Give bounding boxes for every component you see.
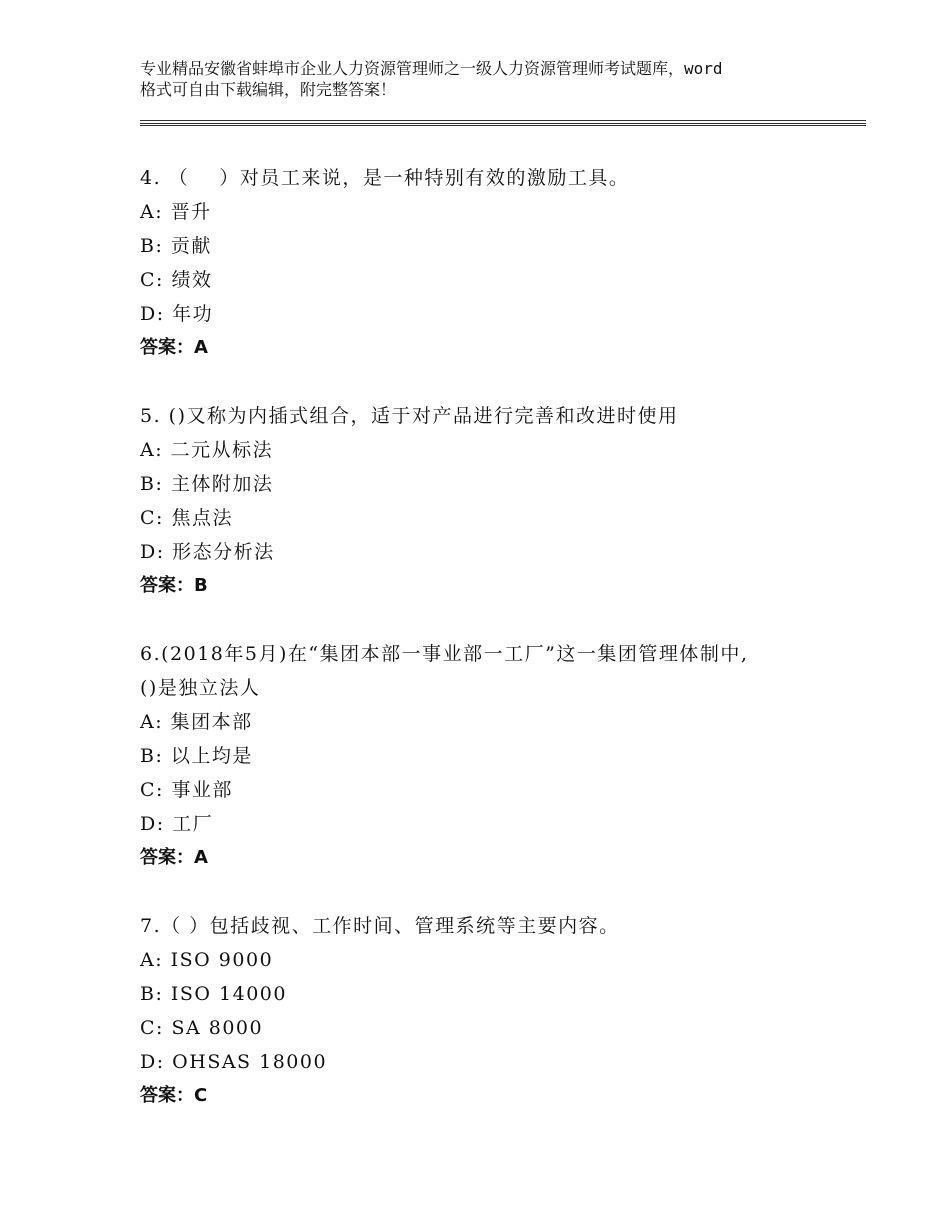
answer-label: 答案：C	[140, 1085, 208, 1106]
header-divider	[140, 125, 866, 126]
question-5	[140, 399, 840, 603]
option-a: A: ISO 9000	[140, 949, 274, 971]
answer-label: 答案：A	[140, 337, 208, 358]
option-b: B: ISO 14000	[140, 983, 287, 1005]
option-c: C: 焦点法	[140, 507, 233, 529]
question-stem: 6.(2018年5月)在“集团本部一事业部一工厂”这一集团管理体制中,	[140, 643, 749, 665]
header-divider	[140, 120, 866, 121]
question-4	[140, 161, 840, 365]
option-b: B: 主体附加法	[140, 473, 274, 495]
option-a: A: 晋升	[140, 201, 212, 223]
header-line-1: 专业精品安徽省蚌埠市企业人力资源管理师之一级人力资源管理师考试题库，word	[140, 59, 723, 78]
header-line-2: 格式可自由下载编辑，附完整答案！	[140, 80, 397, 99]
question-stem: 4. （ ）对员工来说，是一种特别有效的激励工具。	[140, 167, 630, 189]
answer-label: 答案：A	[140, 847, 208, 868]
option-c: C: 事业部	[140, 779, 233, 801]
question-6	[140, 637, 840, 875]
option-a: A: 二元从标法	[140, 439, 274, 461]
option-d: D: 形态分析法	[140, 541, 275, 563]
option-d: D: OHSAS 18000	[140, 1051, 328, 1073]
option-c: C: 绩效	[140, 269, 213, 291]
header-divider	[140, 123, 866, 124]
answer-label: 答案：B	[140, 575, 208, 596]
option-c: C: SA 8000	[140, 1017, 264, 1039]
question-stem: 7.（ ）包括歧视、工作时间、管理系统等主要内容。	[140, 915, 620, 937]
question-list	[140, 161, 840, 1147]
question-stem: 5. ()又称为内插式组合，适于对产品进行完善和改进时使用	[140, 405, 679, 427]
option-d: D: 工厂	[140, 813, 214, 835]
document-header	[140, 58, 840, 100]
question-stem-continued: ()是独立法人	[140, 677, 261, 699]
option-a: A: 集团本部	[140, 711, 253, 733]
option-d: D: 年功	[140, 303, 214, 325]
option-b: B: 以上均是	[140, 745, 253, 767]
option-b: B: 贡献	[140, 235, 212, 257]
question-7	[140, 909, 840, 1113]
